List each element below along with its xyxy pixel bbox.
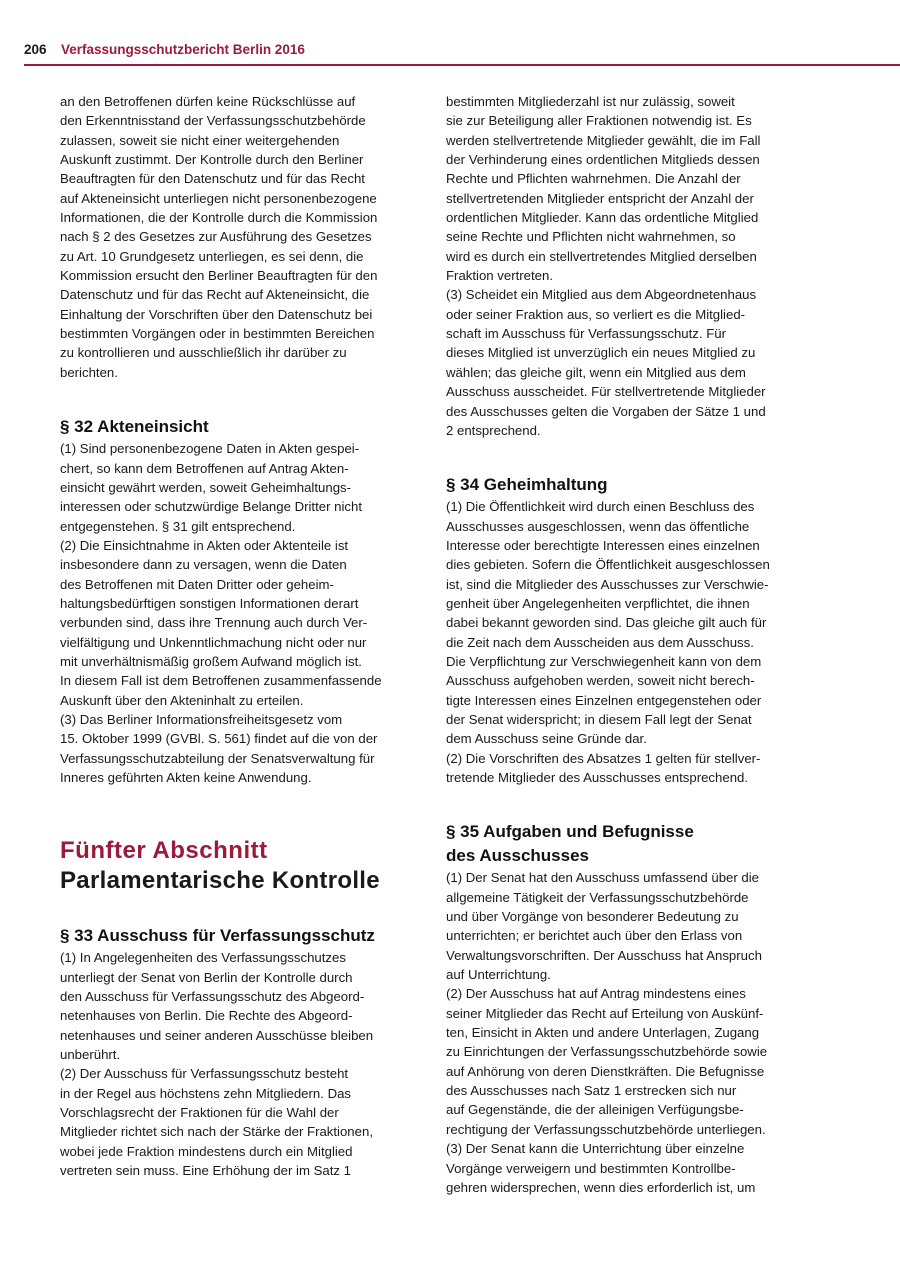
text-line: wobei jede Fraktion mindestens durch ein Mitglied <box>60 1143 353 1159</box>
section-heading-35 <box>446 820 791 868</box>
text-line: rechtigung der Verfassungsschutzbehörde unterliegen. <box>446 1121 766 1137</box>
text-line: auf Unterrichtung. <box>446 967 551 983</box>
text-line: interessen oder schutzwürdige Belange Dritter nicht <box>60 499 363 515</box>
text-line: Vorschlagsrecht der Fraktionen für die Wahl der <box>60 1105 339 1121</box>
text-line: (2) Der Ausschuss für Verfassungsschutz besteht <box>60 1066 349 1082</box>
text-line: zu Einrichtungen der Verfassungsschutzbehörde sowie <box>446 1044 768 1060</box>
text-line: Ausschuss ausscheidet. Für stellvertretende Mitglieder <box>446 384 766 400</box>
section-33-body <box>60 948 408 1180</box>
text-line: In diesem Fall ist dem Betroffenen zusammenfassende <box>60 673 382 689</box>
text-line: zu Art. 10 Grundgesetz unterliegen, es sei denn, die <box>60 248 364 264</box>
text-line: haltungsbedürftigen sonstigen Informationen derart <box>60 595 359 611</box>
text-line: Beauftragten für den Datenschutz und für das Recht <box>60 171 365 187</box>
left-column <box>60 92 408 1180</box>
text-line: genheit über Angelegenheiten verpflichtet, die ihnen <box>446 595 750 611</box>
text-line: vielfältigung und Unkenntlichmachung nicht oder nur <box>60 634 367 650</box>
section-heading-34: § 34 Geheimhaltung <box>446 475 608 495</box>
text-line: auf Akteneinsicht unterliegen nicht personenbezogene <box>60 190 377 206</box>
text-line: (2) Die Einsichtnahme in Akten oder Aktenteile ist <box>60 537 349 553</box>
text-line: seine Rechte und Pflichten nicht wahrnehmen, so <box>446 229 736 245</box>
text-line: auf Gegenstände, die der alleinigen Verfügungsbe- <box>446 1102 744 1118</box>
section-heading-35-line-1: § 35 Aufgaben und Befugnisse <box>446 822 694 842</box>
text-line: den Erkenntnisstand der Verfassungsschutzbehörde <box>60 113 366 129</box>
section-heading-32: § 32 Akteneinsicht <box>60 417 209 437</box>
text-line: (1) Sind personenbezogene Daten in Akten gespei- <box>60 441 360 457</box>
chapter-subtitle: Parlamentarische Kontrolle <box>60 867 380 895</box>
section-32-body <box>60 439 408 787</box>
text-line: der Verhinderung eines ordentlichen Mitglieds dessen <box>446 152 760 168</box>
right-column <box>446 92 791 1197</box>
text-line: zulassen, soweit sie nicht einer weitergehenden <box>60 132 340 148</box>
text-line: (1) Der Senat hat den Ausschuss umfassend über die <box>446 870 760 886</box>
text-line: vertreten sein muss. Eine Erhöhung der im Satz 1 <box>60 1163 352 1179</box>
text-line: (1) Die Öffentlichkeit wird durch einen Beschluss des <box>446 499 755 515</box>
text-line: 2 entsprechend. <box>446 422 541 438</box>
text-line: zu kontrollieren und ausschließlich ihr darüber zu <box>60 345 347 361</box>
text-line: tretende Mitglieder des Ausschusses entsprechend. <box>446 770 749 785</box>
text-line: unterliegt der Senat von Berlin der Kontrolle durch <box>60 969 353 985</box>
text-line: bestimmten Mitgliederzahl ist nur zulässig, soweit <box>446 94 735 109</box>
paragraph-intro-left <box>60 92 408 382</box>
text-line: verbunden sind, dass ihre Trennung auch durch Ver- <box>60 615 368 631</box>
text-line: Ausschusses ausgeschlossen, wenn das öffentliche <box>446 518 750 534</box>
text-line: Kommission ersucht den Berliner Beauftragten für den <box>60 268 378 284</box>
text-line: Die Verpflichtung zur Verschwiegenheit kann von dem <box>446 653 762 669</box>
text-line: und über Vorgänge von besonderer Bedeutung zu <box>446 909 739 925</box>
text-line: in der Regel aus höchstens zehn Mitgliedern. Das <box>60 1085 352 1101</box>
text-line: Inneres geführten Akten keine Anwendung. <box>60 770 312 785</box>
text-line: allgemeine Tätigkeit der Verfassungsschutzbehörde <box>446 889 749 905</box>
text-line: netenhauses von Berlin. Die Rechte des Abgeord- <box>60 1008 353 1024</box>
chapter-title: Fünfter Abschnitt <box>60 837 268 865</box>
text-line: dies gebieten. Sofern die Öffentlichkeit ausgeschlossen <box>446 557 770 573</box>
text-line: der Senat widerspricht; in diesem Fall legt der Senat <box>446 711 752 727</box>
text-line: des Ausschusses nach Satz 1 erstrecken sich nur <box>446 1083 737 1099</box>
text-line: wird es durch ein stellvertretendes Mitglied derselben <box>446 248 757 264</box>
text-line: an den Betroffenen dürfen keine Rückschlüsse auf <box>60 94 356 109</box>
section-heading-33: § 33 Ausschuss für Verfassungsschutz <box>60 926 375 946</box>
text-line: unterrichten; er berichtet auch über den Erlass von <box>446 928 743 944</box>
text-line: bestimmten Vorgängen oder in bestimmten Bereichen <box>60 326 375 342</box>
text-line: Auskunft über den Akteninhalt zu erteilen. <box>60 692 304 708</box>
page-header <box>24 38 900 66</box>
text-line: seiner Mitglieder das Recht auf Erteilung von Auskünf- <box>446 1005 764 1021</box>
text-line: entgegenstehen. § 31 gilt entsprechend. <box>60 518 296 534</box>
text-line: einsicht gewährt werden, soweit Geheimhaltungs- <box>60 479 352 495</box>
text-line: unberührt. <box>60 1047 121 1063</box>
text-line: (2) Der Ausschuss hat auf Antrag mindestens eines <box>446 986 746 1002</box>
paragraph-intro-right <box>446 92 791 440</box>
text-line: (2) Die Vorschriften des Absatzes 1 gelten für stellver- <box>446 750 761 766</box>
text-line: Mitglieder richtet sich nach der Stärke der Fraktionen, <box>60 1124 373 1140</box>
text-line: ten, Einsicht in Akten und andere Unterlagen, Zugang <box>446 1025 760 1041</box>
text-line: Auskunft zustimmt. Der Kontrolle durch den Berliner <box>60 152 364 168</box>
text-line: des Betroffenen mit Daten Dritter oder geheim- <box>60 576 334 592</box>
text-line: Verfassungsschutzabteilung der Senatsverwaltung für <box>60 750 375 766</box>
text-line: Informationen, die der Kontrolle durch die Kommission <box>60 210 378 226</box>
text-line: Rechte und Pflichten wahrnehmen. Die Anzahl der <box>446 171 741 187</box>
text-line: auf Anhörung von deren Dienstkräften. Die Befugnisse <box>446 1063 765 1079</box>
text-line: Ausschuss aufgehoben werden, soweit nicht berech- <box>446 673 755 689</box>
text-line: Vorgänge verweigern und bestimmten Kontrollbe- <box>446 1160 736 1176</box>
text-line: insbesondere dann zu versagen, wenn die Daten <box>60 557 347 573</box>
section-heading-35-line-2: des Ausschusses <box>446 846 589 866</box>
text-line: Datenschutz und für das Recht auf Akteneinsicht, die <box>60 287 370 303</box>
text-line: nach § 2 des Gesetzes zur Ausführung des Gesetzes <box>60 229 372 245</box>
section-34-body <box>446 497 791 787</box>
section-35-body <box>446 868 791 1197</box>
text-line: Interesse oder berechtigte Interessen eines einzelnen <box>446 537 760 553</box>
text-line: den Ausschuss für Verfassungsschutz des Abgeord- <box>60 989 365 1005</box>
text-line: dem Ausschuss seine Gründe dar. <box>446 731 647 747</box>
text-line: dieses Mitglied ist unverzüglich ein neues Mitglied zu <box>446 345 756 361</box>
text-line: Verwaltungsvorschriften. Der Ausschuss hat Anspruch <box>446 947 762 963</box>
text-line: stellvertretenden Mitglieder entspricht der Anzahl der <box>446 190 754 206</box>
text-line: ordentlichen Mitglieder. Kann das ordentliche Mitglied <box>446 210 759 226</box>
text-line: des Ausschusses gelten die Vorgaben der Sätze 1 und <box>446 403 766 419</box>
text-line: (3) Der Senat kann die Unterrichtung über einzelne <box>446 1141 745 1157</box>
running-header-title: Verfassungsschutzbericht Berlin 2016 <box>61 42 305 57</box>
text-line: dabei bekannt geworden sind. Das gleiche gilt auch für <box>446 615 767 631</box>
text-line: berichten. <box>60 364 118 380</box>
text-line: Einhaltung der Vorschriften über den Datenschutz bei <box>60 306 373 322</box>
text-line: (3) Das Berliner Informationsfreiheitsgesetz vom <box>60 711 343 727</box>
text-line: wählen; das gleiche gilt, wenn ein Mitglied aus dem <box>446 364 746 380</box>
text-line: chert, so kann dem Betroffenen auf Antrag Akten- <box>60 460 349 476</box>
text-line: (1) In Angelegenheiten des Verfassungsschutzes <box>60 950 346 966</box>
page-number: 206 <box>24 42 47 57</box>
text-line: 15. Oktober 1999 (GVBl. S. 561) findet auf die von der <box>60 731 378 747</box>
text-line: schaft im Ausschuss für Verfassungsschutz. Für <box>446 326 726 342</box>
text-line: oder seiner Fraktion aus, so verliert es die Mitglied- <box>446 306 746 322</box>
text-line: die Zeit nach dem Ausscheiden aus dem Ausschuss. <box>446 634 754 650</box>
text-line: tigte Interessen eines Einzelnen entgegenstehen oder <box>446 692 762 708</box>
text-line: werden stellvertretende Mitglieder gewählt, die im Fall <box>446 132 761 148</box>
text-line: sie zur Beteiligung aller Fraktionen notwendig ist. Es <box>446 113 752 129</box>
text-line: Fraktion vertreten. <box>446 268 554 284</box>
text-line: gehren widersprechen, wenn dies erforderlich ist, um <box>446 1179 756 1195</box>
text-line: ist, sind die Mitglieder des Ausschusses zur Verschwie- <box>446 576 769 592</box>
text-line: netenhauses und seiner anderen Ausschüsse bleiben <box>60 1027 374 1043</box>
text-line: (3) Scheidet ein Mitglied aus dem Abgeordnetenhaus <box>446 287 757 303</box>
text-line: mit unverhältnismäßig großem Aufwand möglich ist. <box>60 653 362 669</box>
